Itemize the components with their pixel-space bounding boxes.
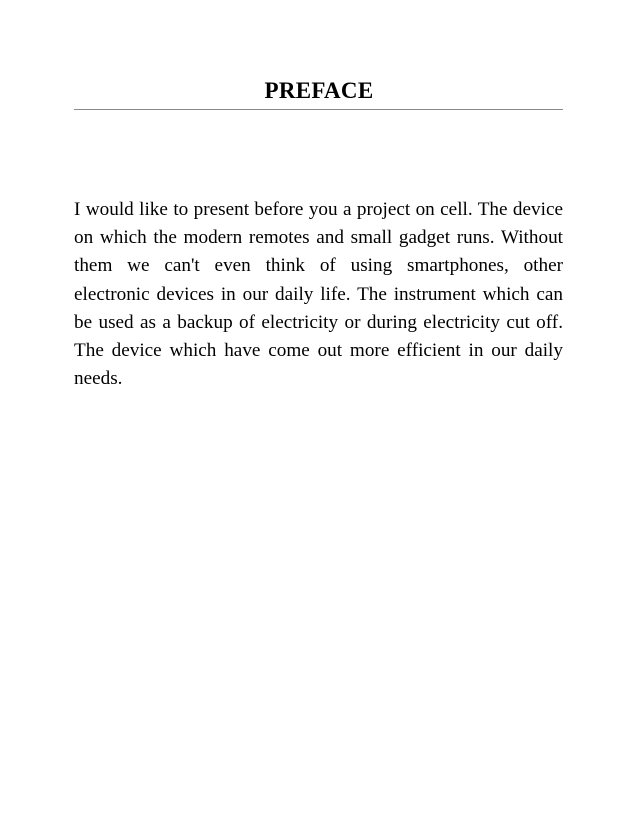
page-title: PREFACE [264, 78, 374, 103]
preface-paragraph: I would like to present before you a project on cell. The device on which the modern remotes and small gadget runs. Without them we can't even think of using smartphones, other electronic devices in our daily life. The instrument which can be used as a backup of electricity or during electricity cut off. The device which have come out more efficient in our daily needs. [74, 199, 563, 390]
title-underline-divider [74, 109, 563, 110]
